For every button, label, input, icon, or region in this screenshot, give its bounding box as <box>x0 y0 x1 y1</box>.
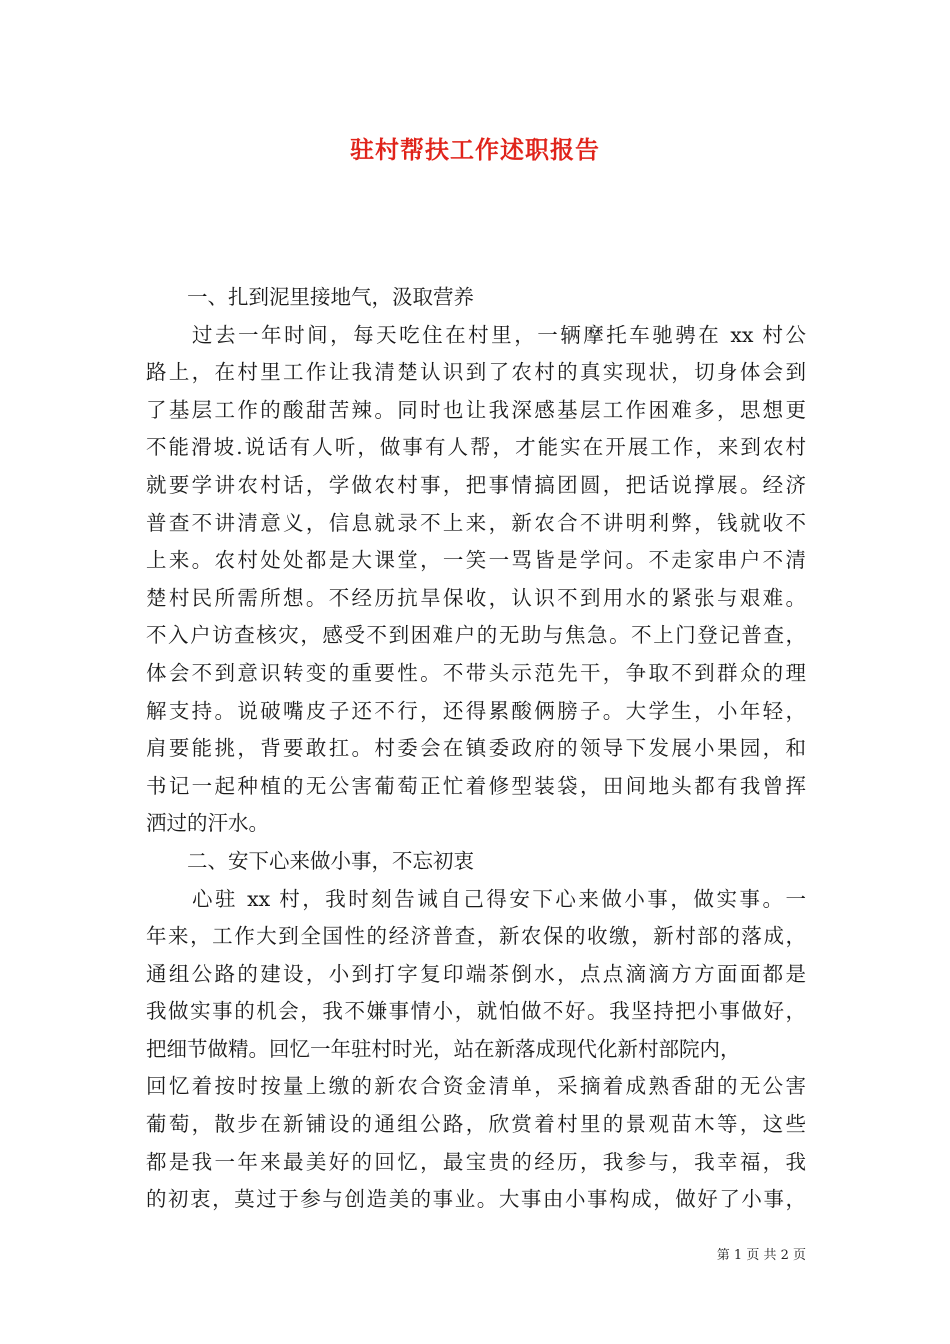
paragraph-line: 洒过的汗水。 <box>146 811 269 836</box>
paragraph-line: 肩要能挑，背要敢扛。村委会在镇委政府的领导下发展小果园，和 <box>146 736 806 761</box>
paragraph-line: 了基层工作的酸甜苦辣。同时也让我深感基层工作困难多，思想更 <box>146 397 806 422</box>
paragraph-line: 把细节做精。回忆一年驻村时光，站在新落成现代化新村部院内， <box>146 1036 741 1061</box>
paragraph-line: 就要学讲农村话，学做农村事，把事情搞团圆，把话说撑展。经济 <box>146 472 806 497</box>
paragraph-line: 体会不到意识转变的重要性。不带头示范先干，争取不到群众的理 <box>146 660 806 685</box>
paragraph-line: 楚村民所需所想。不经历抗旱保收，认识不到用水的紧张与艰难。 <box>146 585 806 610</box>
section-heading: 二、安下心来做小事，不忘初衷 <box>146 848 474 873</box>
paragraph-line: 过去一年时间，每天吃住在村里，一辆摩托车驰骋在 xx 村公 <box>146 322 806 347</box>
paragraph-line: 年来，工作大到全国性的经济普查，新农保的收缴，新村部的落成， <box>146 924 806 949</box>
paragraph-line: 上来。农村处处都是大课堂，一笑一骂皆是学问。不走家串户不清 <box>146 548 806 573</box>
paragraph-line: 不能滑坡.说话有人听，做事有人帮，才能实在开展工作，来到农村 <box>146 435 806 460</box>
paragraph-line: 不入户访查核灾，感受不到困难户的无助与焦急。不上门登记普查， <box>146 623 806 648</box>
paragraph-line: 都是我一年来最美好的回忆，最宝贵的经历，我参与，我幸福，我 <box>146 1149 806 1174</box>
paragraph-line: 我做实事的机会，我不嫌事情小，就怕做不好。我坚持把小事做好， <box>146 999 806 1024</box>
document-title: 驻村帮扶工作述职报告 <box>350 135 600 164</box>
paragraph-line: 葡萄，散步在新铺设的通组公路，欣赏着村里的景观苗木等，这些 <box>146 1112 806 1137</box>
paragraph-line: 的初衷，莫过于参与创造美的事业。大事由小事构成，做好了小事， <box>146 1187 806 1212</box>
section-heading: 一、扎到泥里接地气，汲取营养 <box>146 285 474 309</box>
paragraph-line: 解支持。说破嘴皮子还不行，还得累酸俩膀子。大学生，小年轻， <box>146 698 806 723</box>
document-body <box>146 279 806 1219</box>
paragraph-line: 普查不讲清意义，信息就录不上来，新农合不讲明利弊，钱就收不 <box>146 510 806 535</box>
paragraph-line: 书记一起种植的无公害葡萄正忙着修型装袋，田间地头都有我曾挥 <box>146 773 806 798</box>
paragraph-line: 通组公路的建设，小到打字复印端茶倒水，点点滴滴方方面面都是 <box>146 961 806 986</box>
paragraph-line: 路上，在村里工作让我清楚认识到了农村的真实现状，切身体会到 <box>146 360 806 385</box>
paragraph-line: 心驻 xx 村，我时刻告诫自己得安下心来做小事，做实事。一 <box>146 886 806 911</box>
page-number-footer: 第 1 页 共 2 页 <box>716 1248 806 1263</box>
paragraph-line: 回忆着按时按量上缴的新农合资金清单，采摘着成熟香甜的无公害 <box>146 1074 806 1099</box>
